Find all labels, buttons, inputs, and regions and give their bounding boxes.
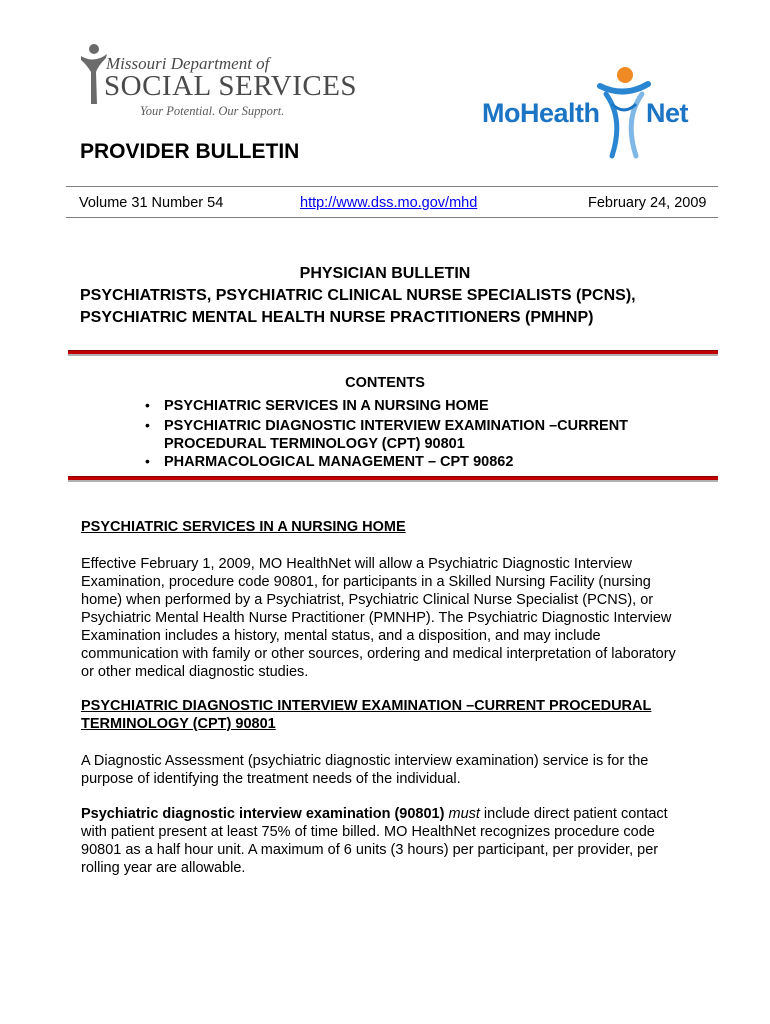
dss-logo-line1: Missouri Department of — [106, 54, 270, 73]
contents-item-3: PHARMACOLOGICAL MANAGEMENT – CPT 90862 — [164, 454, 514, 470]
headline-line-2: PSYCHIATRISTS, PSYCHIATRIC CLINICAL NURSE SPECIALISTS (PCNS), — [80, 287, 636, 304]
header-rule-top — [66, 186, 718, 187]
section-paragraph-nursing-home — [81, 555, 711, 681]
bulletin-title: PROVIDER BULLETIN — [80, 140, 300, 163]
paragraph-line: 90801 as a half hour unit. A maximum of 6 units (3 hours) per participant, per provider, per — [81, 842, 659, 858]
header-rule-bottom — [66, 217, 718, 218]
paragraph-line: home) when performed by a Psychiatrist, Psychiatric Clinical Nurse Specialist (PCNS), or — [81, 592, 654, 608]
section-heading-nursing-home: PSYCHIATRIC SERVICES IN A NURSING HOME — [81, 519, 406, 535]
dss-logo-tagline: Your Potential. Our Support. — [140, 104, 285, 118]
paragraph-line: Effective February 1, 2009, MO HealthNet will allow a Psychiatric Diagnostic Interview — [81, 556, 632, 572]
paragraph-line: communication with family or other sources, ordering and medical interpretation of laboratory — [81, 646, 676, 662]
website-link[interactable]: http://www.dss.mo.gov/mhd — [300, 195, 478, 211]
mohealthnet-figure-icon — [596, 64, 652, 164]
paragraph-line: with patient present at least 75% of time billed. MO HealthNet recognizes procedure code — [81, 824, 655, 840]
bullet-icon: • — [145, 453, 150, 469]
dss-logo-line2: SOCIAL SERVICES — [104, 70, 358, 102]
contents-item-2-line-1: PSYCHIATRIC DIAGNOSTIC INTERVIEW EXAMINATION –CURRENT — [164, 418, 629, 434]
paragraph-line-rest: include direct patient contact — [479, 806, 668, 822]
paragraph-line: Psychiatric Mental Health Nurse Practitioner (PMNHP). The Psychiatric Diagnostic Interview — [81, 610, 672, 626]
red-divider-bottom — [68, 476, 718, 482]
paragraph-line — [81, 805, 711, 823]
mohealthnet-logo — [478, 64, 718, 164]
red-divider-top — [68, 350, 718, 356]
mohealthnet-logo-text-1: MoHealth — [482, 98, 600, 128]
volume-number: Volume 31 Number 54 — [79, 195, 224, 211]
paragraph-line: Examination includes a history, mental status, and a disposition, and may include — [81, 628, 601, 644]
section-heading-diagnostic-line-1: PSYCHIATRIC DIAGNOSTIC INTERVIEW EXAMINATION –CURRENT PROCEDURAL — [81, 698, 652, 714]
headline-line-1: PHYSICIAN BULLETIN — [299, 265, 471, 282]
dss-logo — [78, 40, 358, 122]
section-heading-diagnostic-line-2: TERMINOLOGY (CPT) 90801 — [81, 716, 276, 732]
paragraph-bold-term: Psychiatric diagnostic interview examination (90801) — [81, 806, 445, 822]
bulletin-date: February 24, 2009 — [588, 195, 707, 211]
paragraph-italic-term: must — [448, 806, 480, 822]
diagnostic-exam-paragraph — [81, 805, 711, 877]
diagnostic-assessment-paragraph — [81, 752, 711, 788]
paragraph-line: rolling year are allowable. — [81, 860, 246, 876]
bullet-icon: • — [145, 397, 150, 413]
contents-title: CONTENTS — [345, 375, 425, 391]
bullet-icon: • — [145, 417, 150, 433]
headline-line-3: PSYCHIATRIC MENTAL HEALTH NURSE PRACTITIONERS (PMHNP) — [80, 309, 594, 326]
contents-item-2-line-2: PROCEDURAL TERMINOLOGY (CPT) 90801 — [164, 436, 465, 452]
paragraph-line: purpose of identifying the treatment needs of the individual. — [81, 771, 461, 787]
paragraph-line: A Diagnostic Assessment (psychiatric diagnostic interview examination) service is for the — [81, 753, 649, 769]
paragraph-line: or other medical diagnostic studies. — [81, 664, 309, 680]
contents-item-1: PSYCHIATRIC SERVICES IN A NURSING HOME — [164, 398, 489, 414]
paragraph-line: Examination, procedure code 90801, for participants in a Skilled Nursing Facility (nursing — [81, 574, 651, 590]
mohealthnet-logo-text-2: Net — [646, 98, 689, 128]
